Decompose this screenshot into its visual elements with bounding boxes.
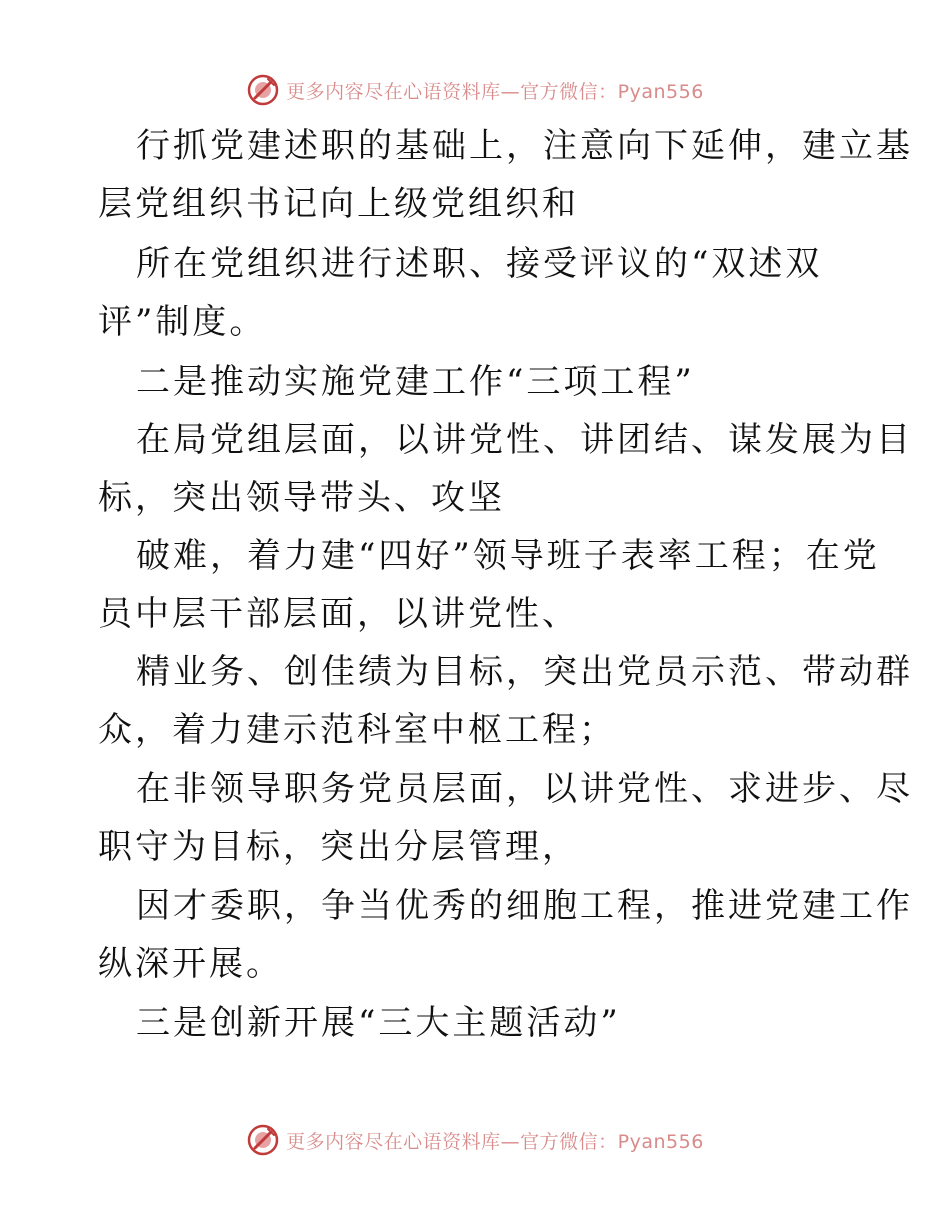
text-line: 因才委职，争当优秀的细胞工程，推进党建工作 [136, 886, 913, 926]
footer-watermark [0, 1120, 950, 1160]
text-line: 员中层干部层面，以讲党性、 [98, 594, 579, 634]
text-line: 行抓党建述职的基础上，注意向下延伸，建立基 [136, 126, 913, 166]
seal-logo-icon [246, 1123, 280, 1157]
text-line: 纵深开展。 [98, 944, 283, 984]
header-watermark [0, 70, 950, 110]
text-line: 所在党组织进行述职、接受评议的“双述双 [136, 244, 823, 284]
text-line: 三是创新开展“三大主题活动” [136, 1003, 621, 1043]
text-line: 众，着力建示范科室中枢工程； [98, 710, 616, 750]
text-line: 职守为目标，突出分层管理， [98, 827, 579, 867]
text-line: 评”制度。 [98, 302, 267, 342]
watermark-text: 更多内容尽在心语资料库—官方微信：Pyan556 [286, 1130, 704, 1153]
text-line: 破难，着力建“四好”领导班子表率工程；在党 [136, 536, 880, 576]
text-line: 精业务、创佳绩为目标，突出党员示范、带动群 [136, 652, 913, 692]
text-line: 在非领导职务党员层面，以讲党性、求进步、尽 [136, 769, 913, 809]
text-line: 二是推动实施党建工作“三项工程” [136, 362, 695, 402]
text-line: 层党组织书记向上级党组织和 [98, 184, 579, 224]
watermark-text: 更多内容尽在心语资料库—官方微信：Pyan556 [286, 80, 704, 103]
text-line: 在局党组层面，以讲党性、讲团结、谋发展为目 [136, 420, 913, 460]
text-line: 标，突出领导带头、攻坚 [98, 478, 505, 518]
seal-logo-icon [246, 73, 280, 107]
